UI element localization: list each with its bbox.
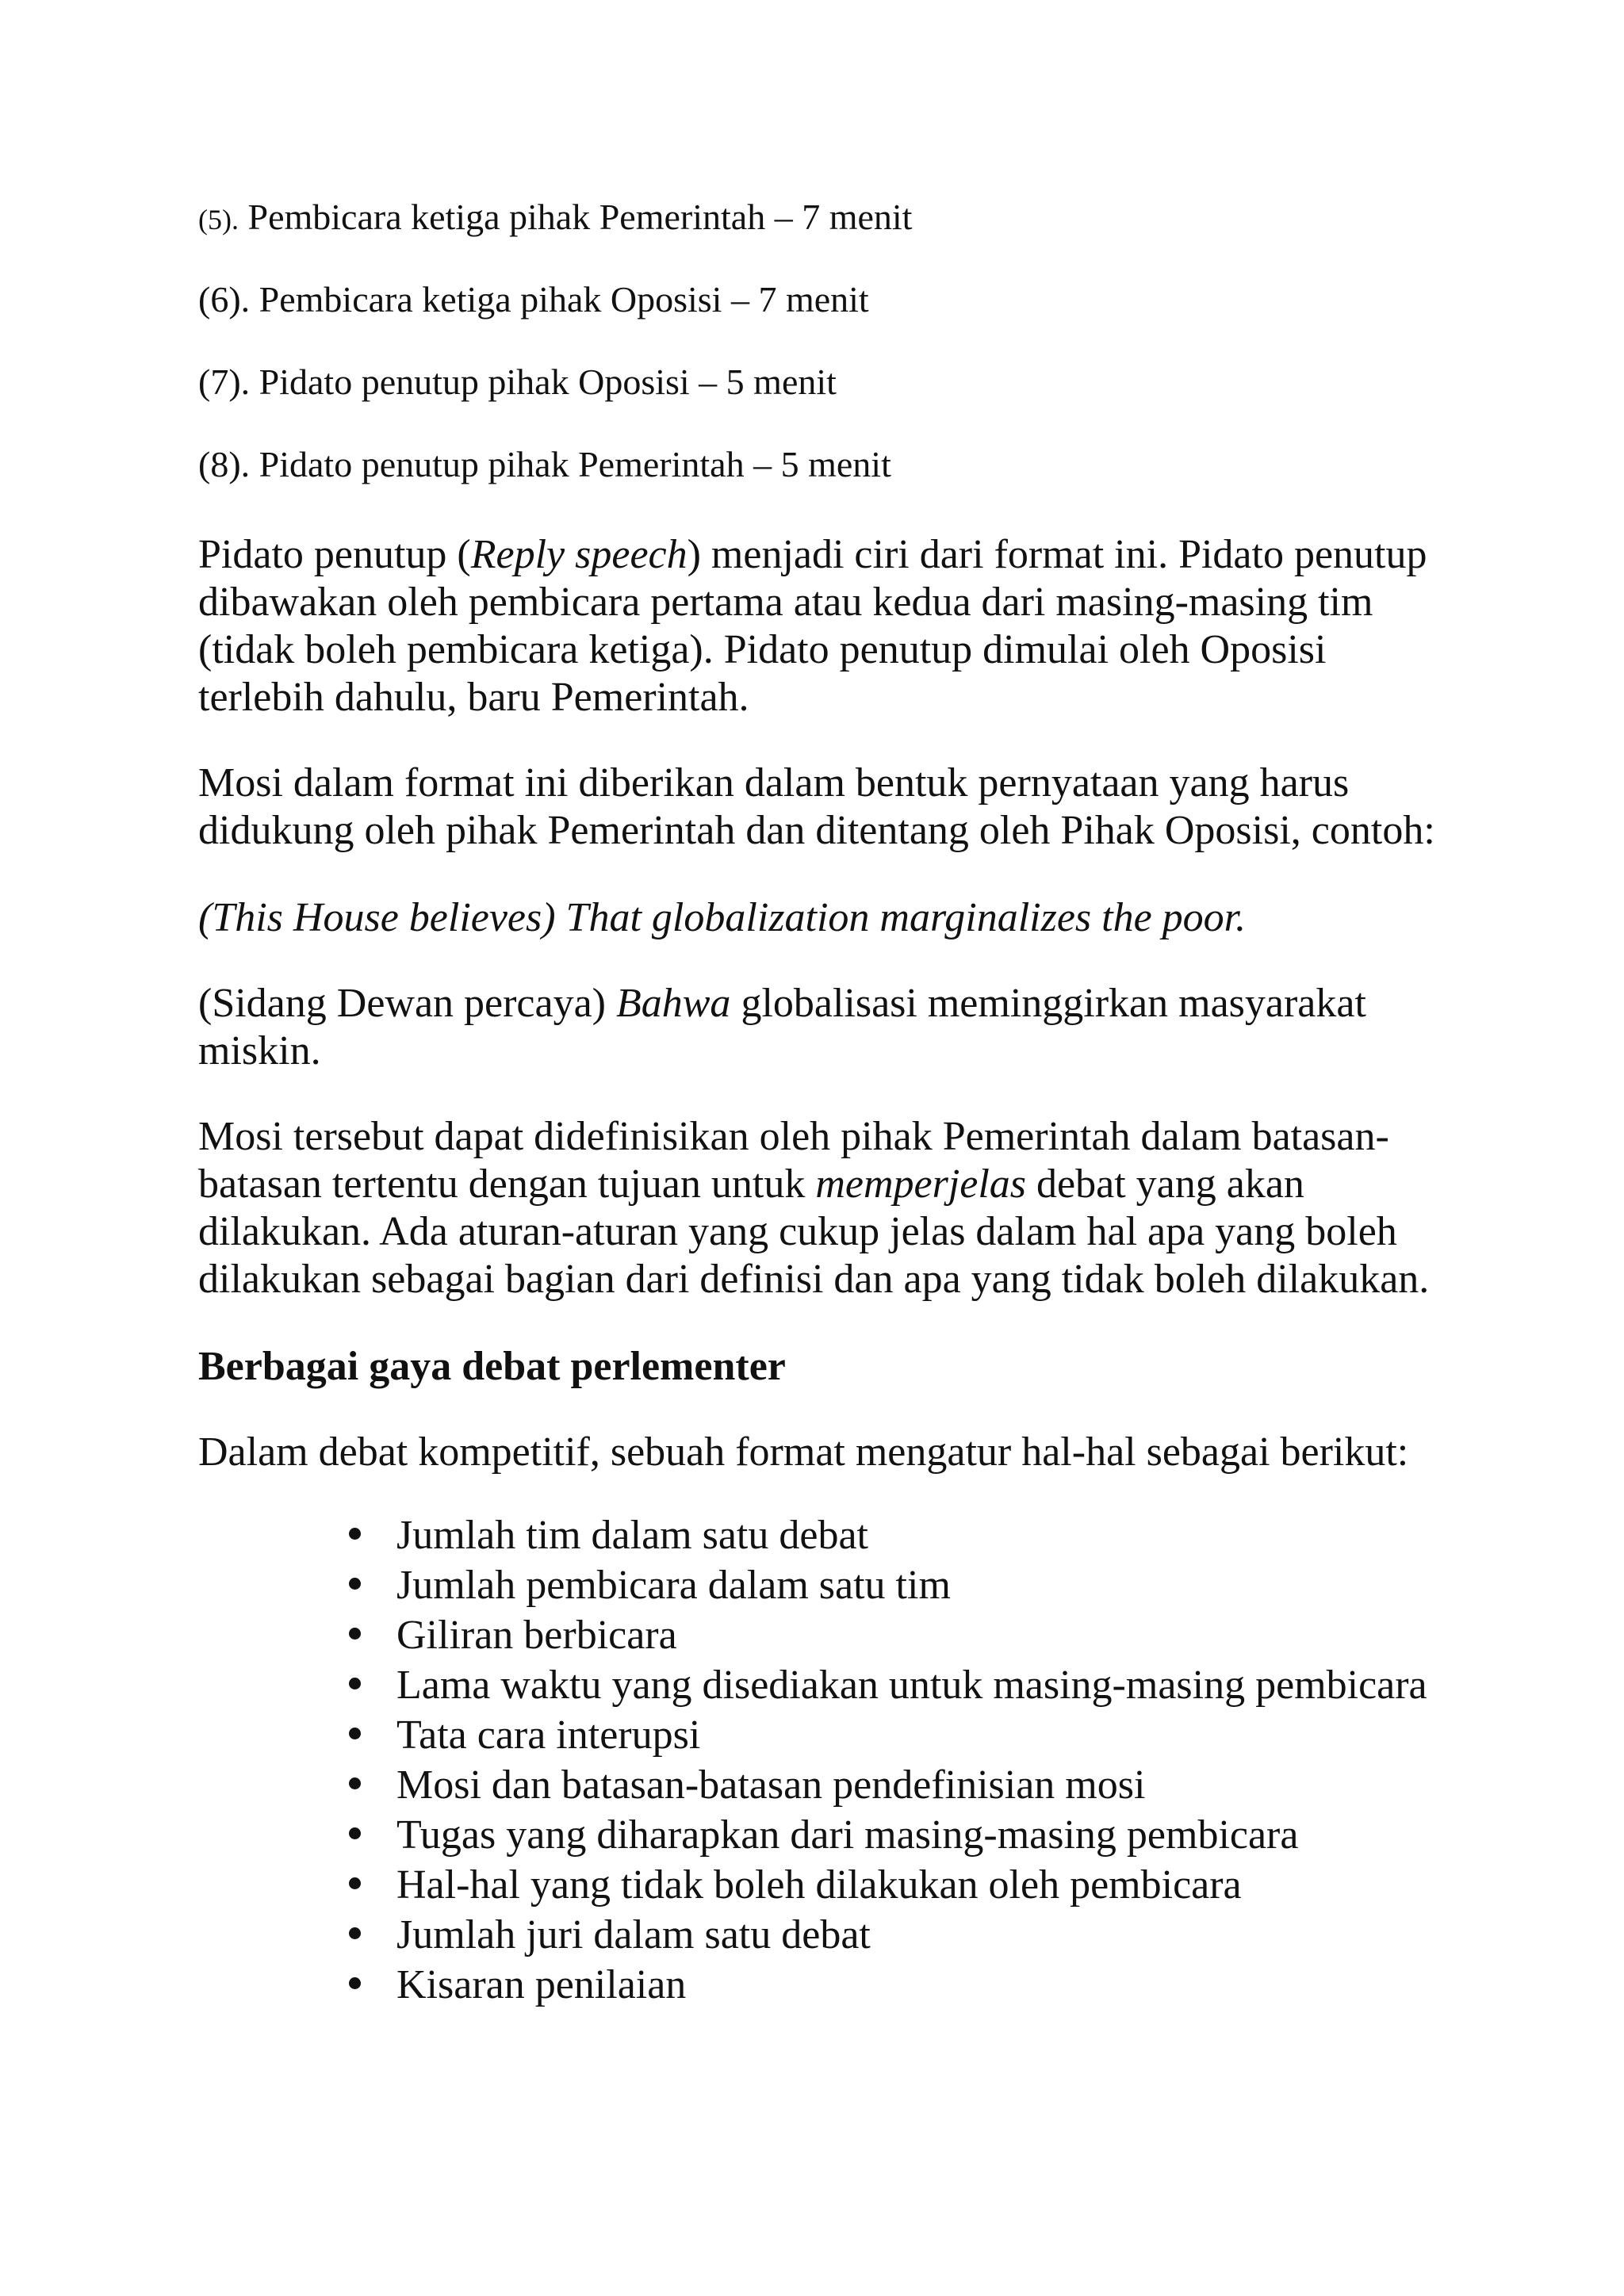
bullet-icon xyxy=(349,1578,361,1590)
bullet-icon xyxy=(349,1678,361,1689)
italic-term: Bahwa xyxy=(615,981,731,1026)
list-item: Tata cara interupsi xyxy=(396,1712,701,1758)
paragraph-definition-line-3: dilakukan. Ada aturan-aturan yang cukup jelas dalam hal apa yang boleh xyxy=(198,1209,1397,1254)
schedule-num: (6). xyxy=(198,279,251,320)
schedule-text: Pidato penutup pihak Oposisi – 5 menit xyxy=(259,362,837,402)
motion-english: (This House believes) That globalization marginalizes the poor. xyxy=(198,895,1247,940)
schedule-num: (8). xyxy=(198,444,251,484)
bullet-icon xyxy=(349,1628,361,1640)
schedule-item-6 xyxy=(198,277,869,322)
bullet-icon xyxy=(349,1977,361,1989)
paragraph-reply-speech-line-4: terlebih dahulu, baru Pemerintah. xyxy=(198,675,749,720)
list-item: Jumlah juri dalam satu debat xyxy=(396,1912,871,1957)
schedule-item-7 xyxy=(198,360,837,404)
list-item: Mosi dan batasan-batasan pendefinisian mosi xyxy=(396,1762,1146,1808)
list-item: Lama waktu yang disediakan untuk masing-masing pembicara xyxy=(396,1663,1427,1708)
italic-term: memperjelas xyxy=(815,1161,1027,1207)
paragraph-definition-line-4: dilakukan sebagai bagian dari definisi dan apa yang tidak boleh dilakukan. xyxy=(198,1257,1430,1302)
text-run: ) menjadi ciri dari format ini. Pidato penutup xyxy=(687,532,1427,577)
schedule-item-5 xyxy=(198,195,912,242)
text-run: (Sidang Dewan percaya) xyxy=(198,981,616,1026)
list-item: Jumlah tim dalam satu debat xyxy=(396,1513,868,1558)
paragraph-motion-line-1: Mosi dalam format ini diberikan dalam bentuk pernyataan yang harus xyxy=(198,760,1350,806)
schedule-text: Pembicara ketiga pihak Oposisi – 7 menit xyxy=(259,279,869,320)
bullet-icon xyxy=(349,1827,361,1839)
text-run: batasan tertentu dengan tujuan untuk xyxy=(198,1161,816,1207)
italic-term: Reply speech xyxy=(470,532,688,577)
paragraph-reply-speech-line-1 xyxy=(198,531,1427,579)
list-item: Jumlah pembicara dalam satu tim xyxy=(396,1563,951,1608)
motion-indonesian-line-2: miskin. xyxy=(198,1028,321,1073)
paragraph-reply-speech-line-2: dibawakan oleh pembicara pertama atau kedua dari masing-masing tim xyxy=(198,580,1373,625)
paragraph-reply-speech-line-3: (tidak boleh pembicara ketiga). Pidato penutup dimulai oleh Oposisi xyxy=(198,627,1327,672)
paragraph-motion-line-2: didukung oleh pihak Pemerintah dan ditentang oleh Pihak Oposisi, contoh: xyxy=(198,808,1435,853)
paragraph-definition-line-1: Mosi tersebut dapat didefinisikan oleh pihak Pemerintah dalam batasan- xyxy=(198,1114,1389,1159)
list-intro: Dalam debat kompetitif, sebuah format mengatur hal-hal sebagai berikut: xyxy=(198,1429,1409,1475)
bullet-icon xyxy=(349,1528,361,1540)
text-run: debat yang akan xyxy=(1026,1161,1304,1207)
schedule-item-8 xyxy=(198,442,891,487)
bullet-icon xyxy=(349,1777,361,1789)
list-item: Hal-hal yang tidak boleh dilakukan oleh pembicara xyxy=(396,1862,1242,1908)
bullet-icon xyxy=(349,1728,361,1739)
list-item: Giliran berbicara xyxy=(396,1613,677,1658)
schedule-text: Pidato penutup pihak Pemerintah – 5 menit xyxy=(259,444,891,484)
schedule-text: Pembicara ketiga pihak Pemerintah – 7 menit xyxy=(247,197,913,237)
section-heading: Berbagai gaya debat perlementer xyxy=(198,1344,786,1389)
schedule-num: (7). xyxy=(198,362,251,402)
bullet-icon xyxy=(349,1877,361,1889)
text-run: globalisasi meminggirkan masyarakat xyxy=(730,981,1366,1026)
list-item: Tugas yang diharapkan dari masing-masing pembicara xyxy=(396,1812,1299,1858)
paragraph-definition-line-2 xyxy=(198,1161,1304,1208)
schedule-num: (5). xyxy=(198,204,239,235)
motion-indonesian-line-1 xyxy=(198,980,1366,1027)
bullet-icon xyxy=(349,1927,361,1939)
list-item: Kisaran penilaian xyxy=(396,1962,687,2007)
text-run: Pidato penutup ( xyxy=(198,532,471,577)
